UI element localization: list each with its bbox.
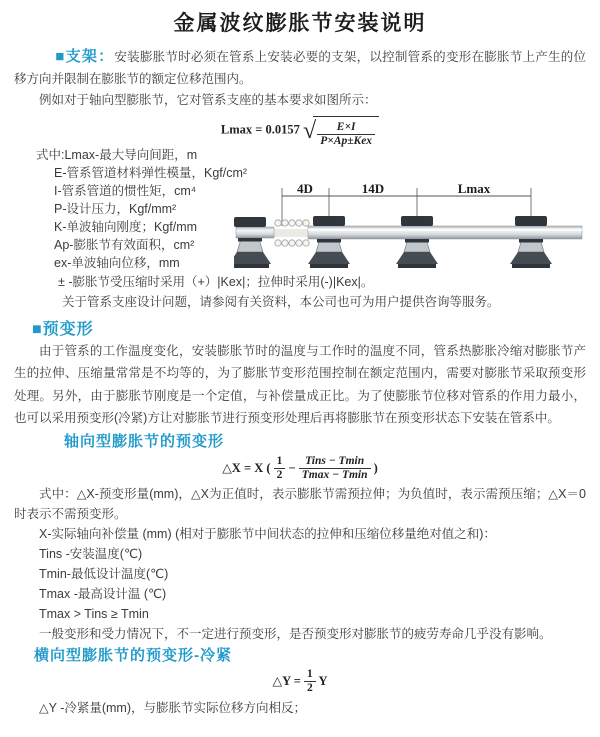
lateral-note: △Y -冷紧量(mm)，与膨胀节实际位移方向相反； <box>39 700 307 715</box>
axial-formula-rhs: ) <box>373 460 378 475</box>
variable-line: Ap-膨胀节有效面积，cm² <box>54 237 195 252</box>
dim-label-14d: 14D <box>361 181 385 196</box>
note-line: Tmax -最高设计温 (℃) <box>39 586 167 601</box>
pipe-support <box>510 239 552 268</box>
variable-line: P-设计压力，Kgf/mm² <box>54 201 177 216</box>
pipe-support <box>234 239 271 268</box>
lmax-formula <box>14 114 586 148</box>
consult-note: 关于管系支座设计问题，请参阅有关资料，本公司也可为用户提供咨询等服务。 <box>62 294 500 309</box>
axial-subheading: 轴向型膨胀节的预变形 <box>64 432 225 450</box>
variable-line: 式中:Lmax-最大导向间距，m <box>36 147 198 162</box>
axial-formula-lhs: △X = X ( <box>222 460 271 475</box>
lateral-half-numerator: 1 <box>304 668 316 682</box>
page-title: 金属波纹膨胀节安装说明 <box>173 12 427 35</box>
support-intro-text: 安装膨胀节时必须在管系上安装必要的支架，以控制管系的变形在膨胀节上产生的位移方向并限制在膨胀节的额定位移范围内。 <box>14 50 586 86</box>
axial-formula <box>14 454 586 482</box>
pipe-support <box>396 239 438 268</box>
lateral-formula <box>14 668 586 694</box>
dim-label-lmax: Lmax <box>457 181 491 196</box>
lateral-subheading: 横向型膨胀节的预变形-冷紧 <box>34 646 232 664</box>
lateral-formula-rhs: Y <box>318 673 328 688</box>
lmax-formula-lhs: Lmax = 0.0157 <box>220 121 300 136</box>
variable-line: ex-单波轴向位移，mm <box>54 255 180 270</box>
lmax-formula-numerator: E×I <box>317 121 375 135</box>
note-line: 一般变形和受力情况下，不一定进行预变形，是否预变形对膨胀节的疲劳寿命几乎没有影响。 <box>39 626 552 641</box>
lateral-half-denominator: 2 <box>307 682 313 695</box>
axial-notes <box>14 484 586 644</box>
bellows-coils <box>274 219 310 245</box>
variable-line: K-单波轴向刚度；Kgf/mm <box>54 219 198 234</box>
note-line: Tins -安装温度(℃) <box>39 546 143 561</box>
predeform-section-heading: ■预变形 <box>32 320 94 338</box>
radical-sign: √ <box>303 118 317 144</box>
radicand <box>313 116 379 149</box>
temp-denominator: Tmax − Tmin <box>301 469 368 482</box>
predeform-paragraph: 由于管系的工作温度变化，安装膨胀节时的温度与工作时的温度不同，管系热膨胀冷缩对膨胀节产生的拉伸、压缩量常常是不均等的，为了膨胀节变形范围控制在额定范围内，需要对膨胀节采取预变形处理。另外，由于膨胀节刚度是一个定值，与补偿量成正比。为了使膨胀节位移对管系的作用力最小，也可以采用预变形(冷紧)方让对膨胀节进行预变形处理后再将膨胀节在预变形状态下安装在管系中。 <box>14 343 586 425</box>
pipe-support <box>308 239 350 268</box>
variables-and-diagram <box>14 146 586 272</box>
note-line: X-实际轴向补偿量 (mm) (相对于膨胀节中间状态的拉伸和压缩位移量绝对值之和)： <box>39 526 496 541</box>
support-section-heading: ■支架： <box>55 48 115 65</box>
pipe-support-diagram-svg <box>234 182 586 282</box>
minus-operator: − <box>288 460 296 475</box>
note-line: 式中：△X-预变形量(mm)，△X为正值时，表示膨胀节需预拉伸；为负值时，表示需预压缩；△X＝0时表示不需预变形。 <box>14 486 586 521</box>
note-line: Tmax > Tins ≥ Tmin <box>39 606 149 621</box>
plus-minus-note: ± -膨胀节受压缩时采用（+）|Kex|；拉伸时采用(-)|Kex|。 <box>58 274 374 289</box>
lateral-formula-lhs: △Y = <box>272 673 301 688</box>
support-intro-paragraph <box>14 46 586 90</box>
temp-numerator: Tins − Tmin <box>299 455 371 469</box>
half-numerator: 1 <box>274 455 286 469</box>
pipe-support-diagram <box>234 182 586 282</box>
half-denominator: 2 <box>276 469 283 482</box>
support-example-line: 例如对于轴向型膨胀节，它对管系支座的基本要求如图所示： <box>39 93 377 107</box>
lmax-formula-denominator: P×Ap±Kex <box>320 135 373 148</box>
variable-line: I-管系管道的惯性矩，cm⁴ <box>54 183 197 198</box>
note-line: Tmin-最低设计温度(℃) <box>39 566 169 581</box>
dim-label-4d: 4D <box>297 181 313 196</box>
variable-line: E-管系管道材料弹性模量，Kgf/cm² <box>54 165 248 180</box>
